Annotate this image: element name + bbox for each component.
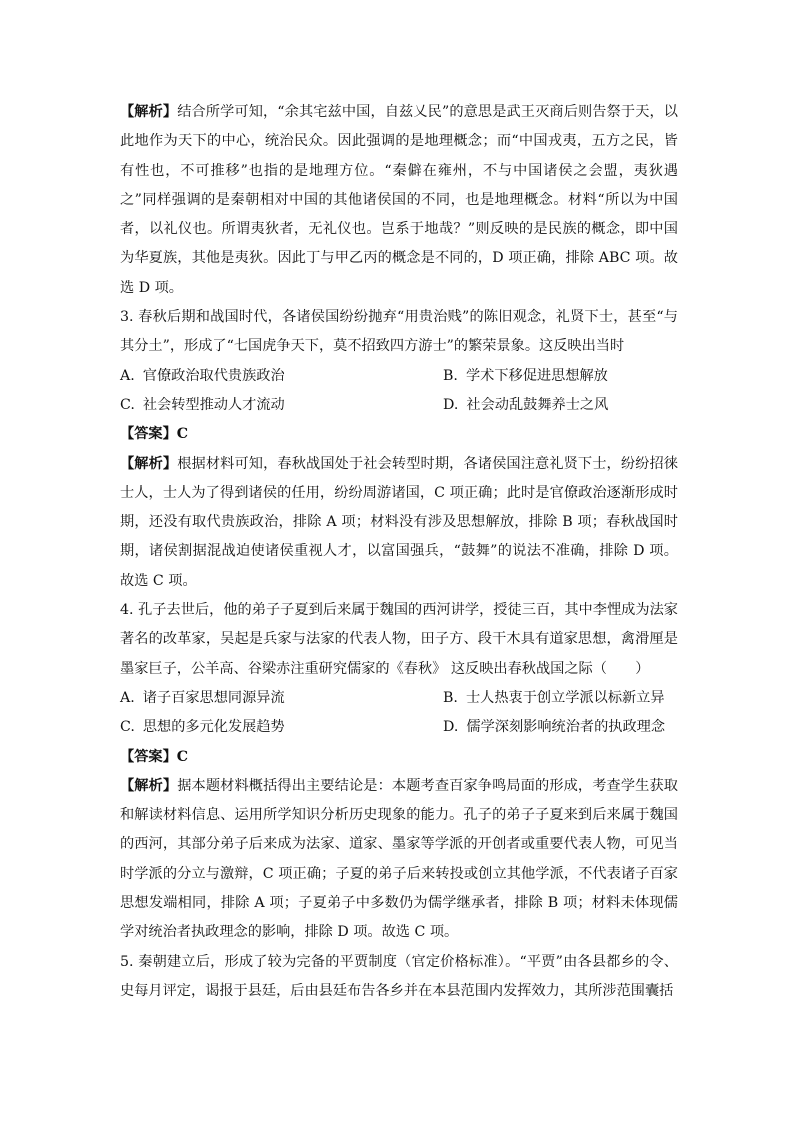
analysis-text: 根据材料可知，春秋战国处于社会转型时期，各诸侯国注意礼贤下士，纷纷招徕士人，士人为了得到诸侯的任用，纷纷周游诸国，C 项正确；此时是官僚政治逐渐形成时期，还没有取代贵族政治，排除 A 项；材料没有涉及思想解放，排除 B 项；春秋战国时期，诸侯割据混战迫使诸侯重视人才，以富国强兵，“鼓舞”的说法不准确，排除 D 项。故选 C 项。 <box>120 455 678 589</box>
option-text: 诸子百家思想同源异流 <box>142 689 285 706</box>
question-4-answer: 【答案】C <box>120 748 189 765</box>
question-3-options <box>120 362 678 421</box>
analysis-label: 【解析】 <box>120 777 178 794</box>
question-4-stem: 4. 孔子去世后，他的弟子子夏到后来属于魏国的西河讲学，授徒三百，其中李悝成为法家著名的改革家，吴起是兵家与法家的代表人物，田子方、段干木具有道家思想，禽滑厘是墨家巨子，公羊高、谷梁赤注重研究儒家的《春秋》 这反映出春秋战国之际（ ） <box>120 602 678 677</box>
analysis-text: 结合所学可知，“余其宅兹中国，自兹乂民”的意思是武王灭商后则告祭于天，以此地作为天下的中心，统治民众。因此强调的是地理概念；而“中国戎夷，五方之民，皆有性也，不可推移”也指的是地理方位。“秦僻在雍州，不与中国诸侯之会盟，夷狄遇之”同样强调的是秦朝相对中国的其他诸侯国的不同，也是地理概念。材料“所以为中国者，以礼仪也。所谓夷狄者，无礼仪也。岂系于地哉？”则反映的是民族的概念，即中国为华夏族，其他是夷狄。因此丁与甲乙丙的概念是不同的，D 项正确，排除 ABC 项。故选 D 项。 <box>120 104 678 296</box>
question-3-answer: 【答案】C <box>120 426 189 443</box>
analysis-label: 【解析】 <box>120 104 178 120</box>
question-4-analysis <box>120 772 678 948</box>
option-text: 士人热衷于创立学派以标新立异 <box>465 689 665 706</box>
document-body <box>120 98 678 1006</box>
option-letter: A. <box>120 367 135 384</box>
option-text: 官僚政治取代贵族政治 <box>142 367 285 384</box>
option-a <box>120 362 443 391</box>
question-4-options <box>120 684 678 743</box>
option-letter: D. <box>443 396 459 413</box>
option-text: 学术下移促进思想解放 <box>465 367 608 384</box>
option-d <box>443 713 678 742</box>
option-c <box>120 713 443 742</box>
option-text: 思想的多元化发展趋势 <box>142 719 285 736</box>
question-5-stem: 5. 秦朝建立后，形成了较为完备的平贾制度（官定价格标准）。“平贾”由各县都乡的令、史每月评定，谒报于县廷，后由县廷布告各乡并在本县范围内发挥效力，其所涉范围囊括 <box>120 953 678 999</box>
option-letter: D. <box>443 719 459 736</box>
option-text: 儒学深刻影响统治者的执政理念 <box>466 719 666 736</box>
option-letter: B. <box>443 367 458 384</box>
option-a <box>120 684 443 713</box>
option-text: 社会转型推动人才流动 <box>142 396 285 413</box>
option-b <box>443 684 678 713</box>
option-letter: A. <box>120 689 135 706</box>
analysis-2-paragraph <box>120 98 678 303</box>
question-3-stem: 3. 春秋后期和战国时代，各诸侯国纷纷抛弃“用贵治贱”的陈旧观念，礼贤下士，甚至“与其分土”，形成了“七国虎争天下，莫不招致四方游士”的繁荣景象。这反映出当时 <box>120 309 678 355</box>
option-letter: C. <box>120 396 135 413</box>
option-b <box>443 362 678 391</box>
option-text: 社会动乱鼓舞养士之风 <box>466 396 609 413</box>
analysis-label: 【解析】 <box>120 455 178 472</box>
analysis-text: 据本题材料概括得出主要结论是：本题考查百家争鸣局面的形成，考查学生获取和解读材料信息、运用所学知识分析历史现象的能力。孔子的弟子子夏来到后来属于魏国的西河，其部分弟子后来成为法家、道家、墨家等学派的开创者或重要代表人物，可见当时学派的分立与激辩，C 项正确；子夏的弟子后来转投或创立其他学派，不代表诸子百家思想发端相同，排除 A 项；子夏弟子中多数仍为儒学继承者，排除 B 项；材料未体现儒学对统治者执政理念的影响，排除 D 项。故选 C 项。 <box>120 777 678 941</box>
option-letter: C. <box>120 719 135 736</box>
option-c <box>120 391 443 420</box>
option-d <box>443 391 678 420</box>
option-letter: B. <box>443 689 458 706</box>
question-3-analysis <box>120 450 678 596</box>
